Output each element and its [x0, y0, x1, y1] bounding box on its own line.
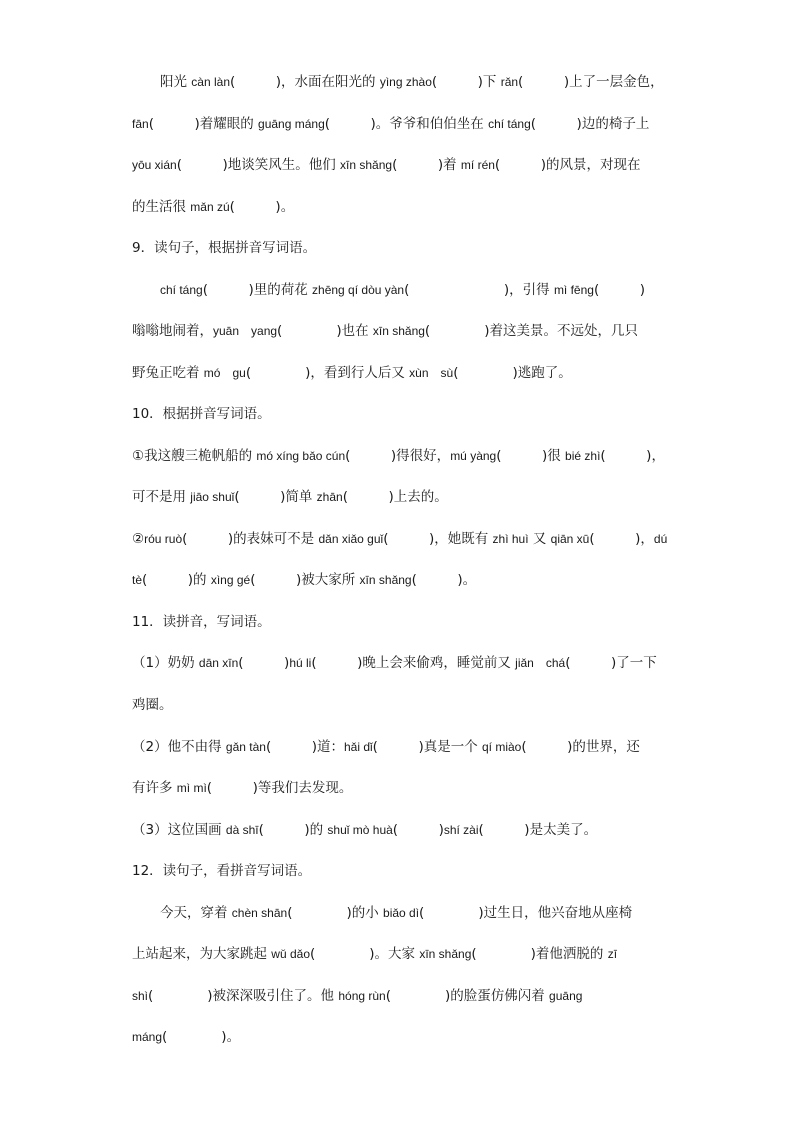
pinyin: xìng gé: [210, 573, 251, 587]
paragraph-line: 阳光 càn làn( )，水面在阳光的 yìng zhào( )下 rǎn( )上了一层金色，: [160, 74, 664, 90]
pinyin: dān xīn: [198, 656, 239, 670]
paragraph-line: 野兔正吃着 mó gu( )，看到行人后又 xùn sù( )逃跑了。: [132, 365, 572, 381]
pinyin: guāng: [549, 989, 583, 1003]
paragraph-line: （2）他不由得 gǎn tàn( )道：hǎi dǐ( )真是一个 qí miào( )的世界，还: [132, 739, 640, 755]
pinyin: dà shī: [225, 823, 259, 837]
question-heading-11: 11．读拼音，写词语。: [132, 614, 271, 630]
pinyin: mó gu: [203, 366, 246, 380]
pinyin: hǎi dǐ: [343, 740, 373, 754]
paragraph-line: ①我这艘三桅帆船的 mó xíng bǎo cún( )得很好，mú yàng( )很 bié zhì( )，: [132, 448, 665, 464]
pinyin: mó xíng bǎo cún: [256, 449, 346, 463]
paragraph-line: shì( )被深深吸引住了。他 hóng rùn( )的脸蛋仿佛闪着 guāng: [132, 988, 583, 1004]
pinyin: shí zài: [443, 823, 479, 837]
pinyin: gǎn tàn: [225, 740, 266, 754]
pinyin: jiǎn chá: [515, 656, 566, 670]
pinyin: bié zhì: [565, 449, 601, 463]
pinyin: chí táng: [488, 117, 531, 131]
pinyin: guāng máng: [258, 117, 325, 131]
pinyin: qí miào: [482, 740, 522, 754]
pinyin: mǎn zú: [190, 200, 230, 214]
pinyin: shì: [132, 989, 149, 1003]
pinyin: rǎn: [500, 75, 519, 89]
paragraph-line: 今天，穿着 chèn shān( )的小 biǎo dì( )过生日，他兴奋地从座椅: [160, 905, 633, 921]
pinyin: hú li: [289, 656, 312, 670]
pinyin: mú yàng: [450, 449, 497, 463]
pinyin: mì mì: [176, 781, 207, 795]
question-heading-9: 9．读句子，根据拼音写词语。: [132, 240, 317, 256]
pinyin: xùn sù: [409, 366, 454, 380]
paragraph-line: ②róu ruò( )的表妹可不是 dǎn xiǎo guǐ( )，她既有 zhì huì 又 qiān xū( )，dú: [132, 531, 668, 547]
pinyin: máng: [132, 1030, 163, 1044]
question-heading-12: 12．读句子，看拼音写词语。: [132, 863, 312, 879]
pinyin: biǎo dì: [383, 906, 420, 920]
paragraph-line: fān( )着耀眼的 guāng máng( )。爷爷和伯伯坐在 chí táng( )边的椅子上: [132, 116, 650, 132]
pinyin: zhān: [316, 490, 343, 504]
pinyin: hóng rùn: [338, 989, 386, 1003]
pinyin: xīn shǎng: [419, 947, 472, 961]
pinyin: zhēng qí dòu yàn: [312, 283, 405, 297]
pinyin: yìng zhào: [379, 75, 432, 89]
pinyin: xīn shǎng: [359, 573, 412, 587]
pinyin: fān: [132, 117, 149, 131]
question-heading-10: 10．根据拼音写词语。: [132, 406, 271, 422]
pinyin: tè: [132, 573, 143, 587]
pinyin: zī: [607, 947, 618, 961]
pinyin: wǔ dǎo: [271, 947, 310, 961]
paragraph-line: 可不是用 jiāo shuǐ( )简单 zhān( )上去的。: [132, 489, 448, 505]
paragraph-line: （3）这位国画 dà shī( )的 shuǐ mò huà( )shí zài( )是太美了。: [132, 822, 598, 838]
pinyin: mí rén: [460, 158, 495, 172]
pinyin: càn làn: [191, 75, 230, 89]
pinyin: yuān yang: [213, 324, 278, 338]
pinyin: xīn shǎng: [372, 324, 425, 338]
paragraph-line: chí táng( )里的荷花 zhēng qí dòu yàn( )，引得 mì fēng( ): [160, 282, 646, 298]
paragraph-line: máng( )。: [132, 1029, 241, 1045]
pinyin: jiāo shuǐ: [190, 490, 235, 504]
paragraph-line: yōu xián( )地谈笑风生。他们 xīn shǎng( )着 mí rén( )的风景，对现在: [132, 157, 641, 173]
paragraph-line: （1）奶奶 dān xīn( )hú li( )晚上会来偷鸡，睡觉前又 jiǎn chá( )了一下: [132, 655, 657, 671]
pinyin: xīn shǎng: [340, 158, 393, 172]
pinyin: shuǐ mò huà: [327, 823, 393, 837]
paragraph-line: 嗡嗡地闹着，yuān yang( )也在 xīn shǎng( )着这美景。不远处，几只: [132, 323, 638, 339]
paragraph-line: tè( )的 xìng gé( )被大家所 xīn shǎng( )。: [132, 572, 477, 588]
pinyin: róu ruò: [144, 532, 183, 546]
pinyin: mì fēng: [553, 283, 594, 297]
paragraph-line: 有许多 mì mì( )等我们去发现。: [132, 780, 353, 796]
paragraph-line: 鸡圈。: [132, 697, 173, 713]
pinyin: dǎn xiǎo guǐ: [318, 532, 384, 546]
pinyin: chèn shān: [231, 906, 288, 920]
pinyin: zhì huì: [492, 532, 529, 546]
pinyin: chí táng: [160, 283, 203, 297]
pinyin: dú: [653, 532, 668, 546]
pinyin: yōu xián: [132, 158, 177, 172]
pinyin: qiān xū: [550, 532, 590, 546]
paragraph-line: 的生活很 mǎn zú( )。: [132, 199, 295, 215]
paragraph-line: 上站起来，为大家跳起 wǔ dǎo( )。大家 xīn shǎng( )着他洒脱的 zī: [132, 946, 618, 962]
